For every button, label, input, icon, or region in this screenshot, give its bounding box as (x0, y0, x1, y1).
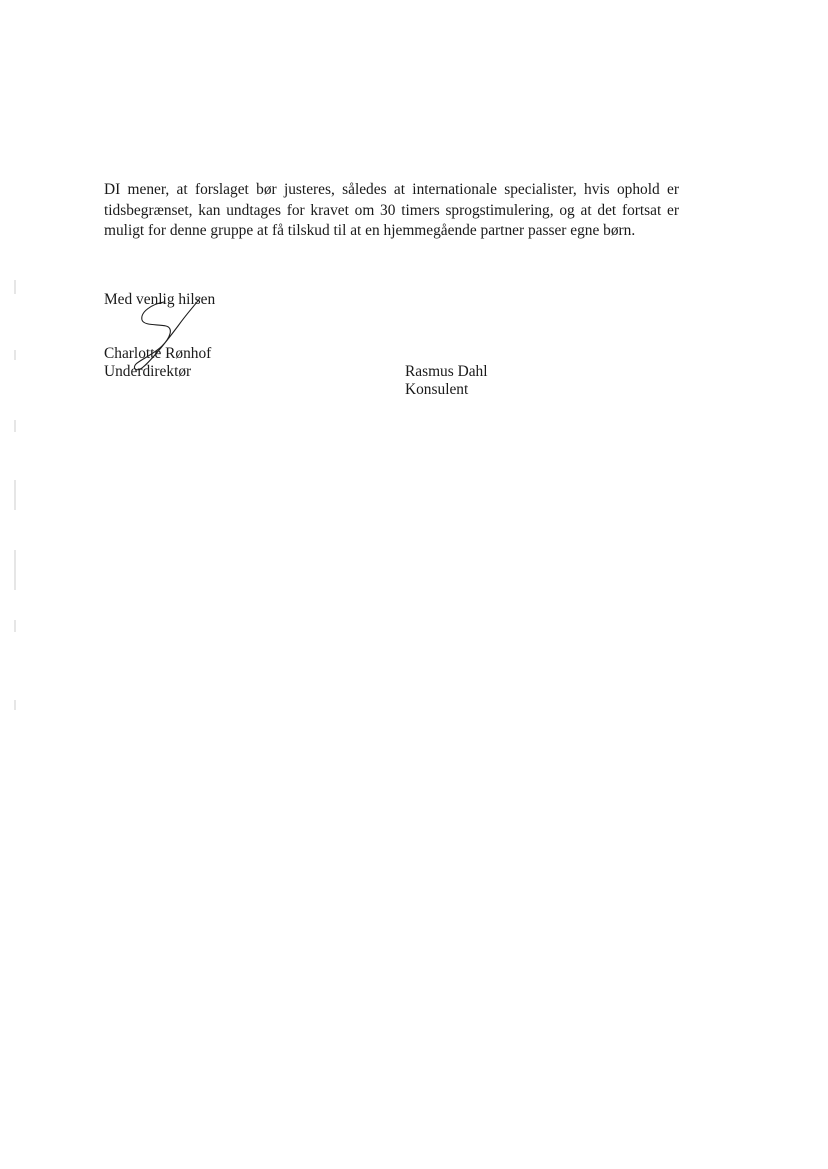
signatory-title: Underdirektør (104, 363, 192, 380)
body-paragraph: DI mener, at forslaget bør justeres, således at internationale specialister, hvis ophold er tidsbegrænset, kan undtages for kravet om 30 timers sprogstimulering, og at det fortsat er muligt for denne gruppe at få tilskud til at en hjemmegående partner passer egne børn. (104, 181, 679, 239)
signatory-2 (405, 363, 488, 399)
signatory-name: Charlotte Rønhof (104, 345, 212, 362)
signatory-title: Konsulent (405, 381, 469, 398)
scan-edge-artifacts (14, 280, 22, 760)
signatory-1 (104, 345, 211, 381)
closing-greeting: Med venlig hilsen (104, 291, 216, 308)
signatory-name: Rasmus Dahl (405, 363, 488, 380)
